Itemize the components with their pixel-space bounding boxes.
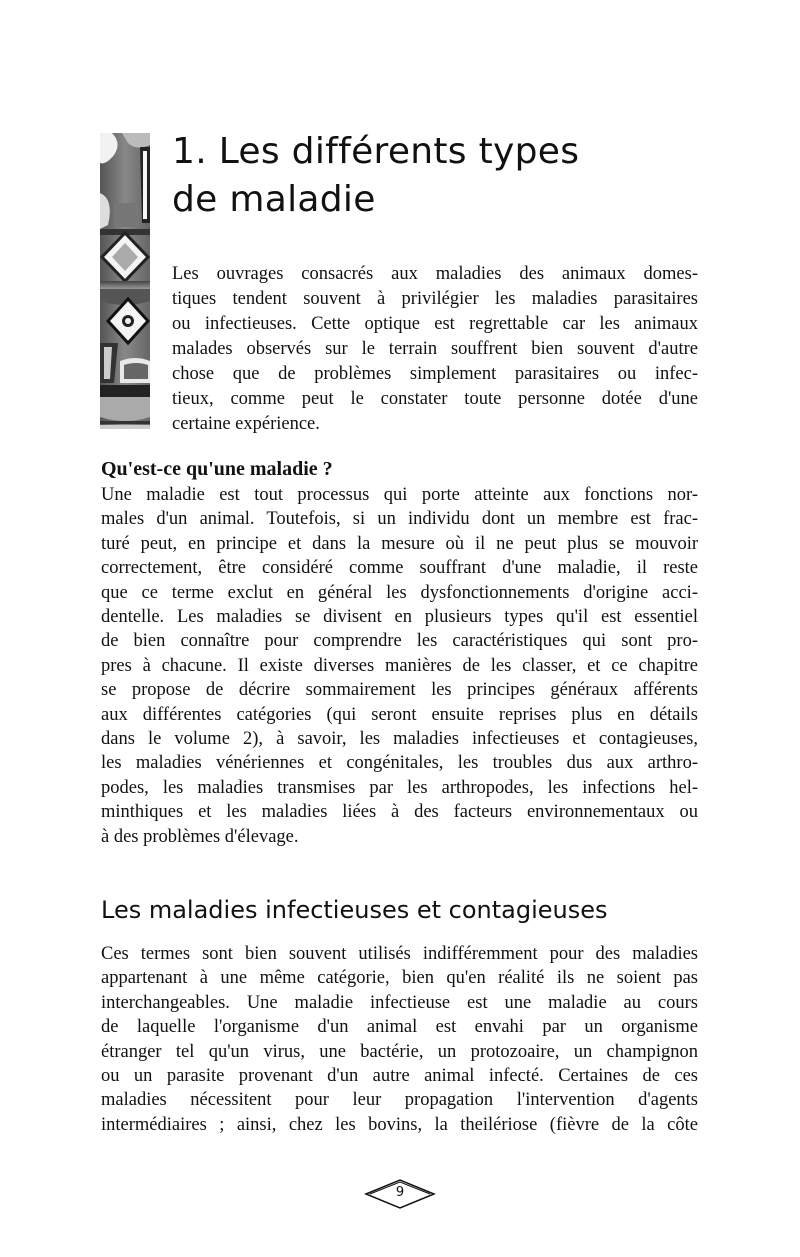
text-line: dentelle. Les maladies se divisent en plusieurs types qu'il est essentiel	[101, 607, 698, 628]
text-line: Une maladie est tout processus qui porte atteinte aux fonctions nor-	[101, 485, 698, 505]
text-line: tieux, comme peut le constater toute personne dotée d'une	[172, 389, 698, 409]
text-line: que ce terme exclut en général les dysfonctionnements d'origine acci-	[101, 582, 698, 603]
question-heading: Qu'est-ce qu'une maladie ?	[101, 458, 333, 480]
section-paragraph	[101, 942, 698, 1137]
question-paragraph	[101, 483, 698, 849]
chapter-title-line: 1. Les différents types	[172, 131, 580, 172]
page-number: 9	[395, 1185, 405, 1200]
text-line: les maladies vénériennes et congénitales, les troubles dus aux arthro-	[101, 753, 698, 774]
text-line: appartenant à une même catégorie, bien qu'en réalité ils ne soient pas	[101, 968, 698, 989]
text-line: de bien connaître pour comprendre les caractéristiques qui sont pro-	[101, 631, 698, 652]
text-line: minthiques et les maladies liées à des facteurs environnementaux ou	[101, 802, 698, 823]
text-line: Les ouvrages consacrés aux maladies des animaux domes-	[172, 264, 698, 284]
text-line: dans le volume 2), à savoir, les maladies infectieuses et contagieuses,	[101, 729, 698, 750]
text-line: ou un parasite provenant d'un autre animal infecté. Certaines de ces	[101, 1066, 698, 1087]
text-line: se propose de décrire sommairement les principes généraux afférents	[101, 680, 698, 701]
chapter-illustration	[100, 133, 150, 429]
text-line: ou infectieuses. Cette optique est regrettable car les animaux	[172, 314, 698, 334]
text-line: pres à chacune. Il existe diverses manières de les classer, et ce chapitre	[101, 655, 698, 676]
chapter-title	[172, 128, 732, 224]
text-line: étranger tel qu'un virus, une bactérie, un protozoaire, un champignon	[101, 1041, 698, 1062]
text-line: males d'un animal. Toutefois, si un individu dont un membre est frac-	[101, 509, 698, 530]
text-line: podes, les maladies transmises par les arthropodes, les infections hel-	[101, 777, 698, 798]
text-line: Ces termes sont bien souvent utilisés indifféremment pour des maladies	[101, 944, 698, 964]
chapter-title-line: de maladie	[172, 179, 376, 220]
section-heading: Les maladies infectieuses et contagieuses	[101, 896, 608, 924]
text-line: chose que de problèmes simplement parasitaires ou infec-	[172, 364, 698, 384]
text-line: interchangeables. Une maladie infectieuse est une maladie au cours	[101, 992, 698, 1013]
text-line: tiques tendent souvent à privilégier les maladies parasitaires	[172, 289, 698, 309]
text-line: turé peut, en principe et dans la mesure où il ne peut plus se mouvoir	[101, 533, 698, 554]
text-line: correctement, être considéré comme souffrant d'une maladie, il reste	[101, 558, 698, 579]
text-line: maladies nécessitent pour leur propagation l'intervention d'agents	[101, 1090, 698, 1111]
text-line: aux différentes catégories (qui seront ensuite reprises plus en détails	[101, 704, 698, 725]
text-line: certaine expérience.	[172, 414, 320, 434]
text-line: intermédiaires ; ainsi, chez les bovins, la theilériose (fièvre de la côte	[101, 1114, 698, 1135]
text-line: à des problèmes d'élevage.	[101, 826, 299, 847]
intro-paragraph	[172, 262, 698, 437]
text-line: malades observés sur le terrain souffrent bien souvent d'autre	[172, 339, 698, 359]
text-line: de laquelle l'organisme d'un animal est envahi par un organisme	[101, 1017, 698, 1038]
